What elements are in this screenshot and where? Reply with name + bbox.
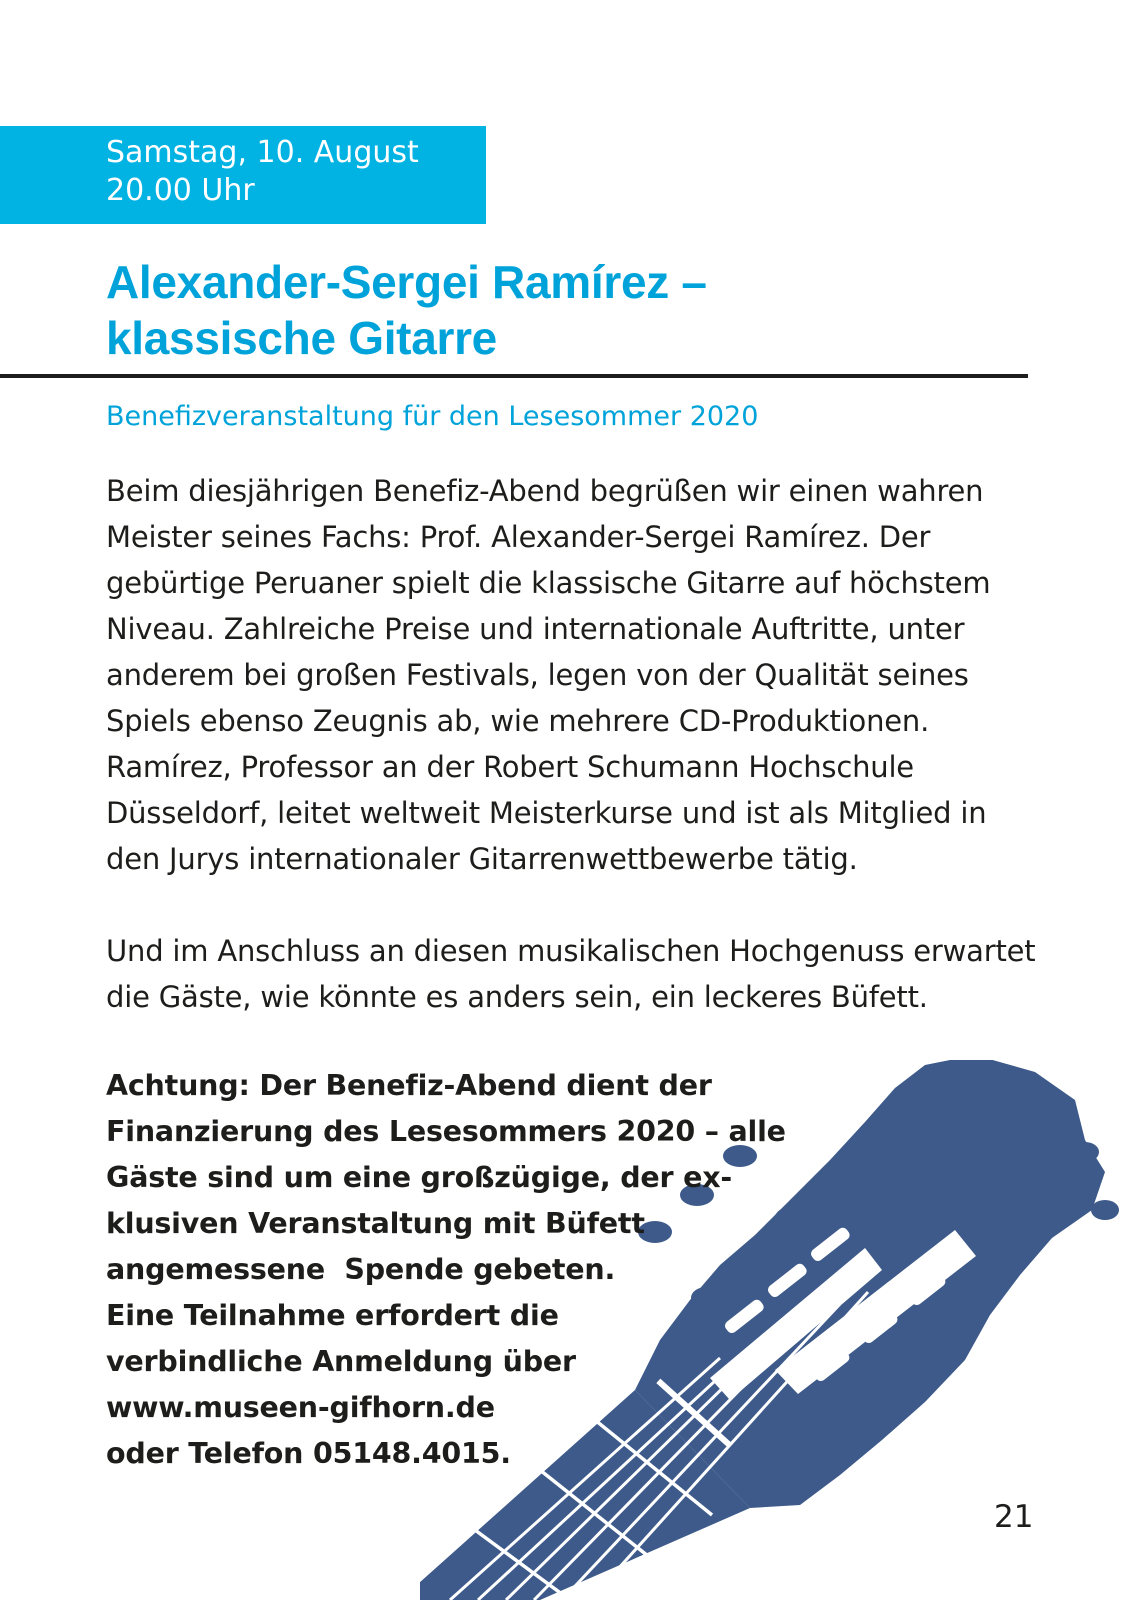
paragraph-line: die Gäste, wie könnte es anders sein, ein leckeres Büfett. — [106, 980, 928, 1014]
notice-line: Finanzierung des Lesesommers 2020 – alle — [106, 1115, 786, 1148]
buffet-paragraph — [106, 928, 1036, 1020]
title-line-2: klassische Gitarre — [106, 312, 497, 364]
paragraph-line: Düsseldorf, leitet weltweit Meisterkurse und ist als Mitglied in — [106, 796, 987, 830]
page-number: 21 — [994, 1499, 1034, 1535]
notice-line: angemessene Spende gebeten. — [106, 1253, 616, 1286]
paragraph-line: anderem bei großen Festivals, legen von der Qualität seines — [106, 658, 969, 692]
page-title — [106, 254, 1006, 366]
paragraph-line: den Jurys internationaler Gitarrenwettbewerbe tätig. — [106, 842, 858, 876]
notice-line: Eine Teilnahme erfordert die — [106, 1299, 559, 1332]
notice-line: verbindliche Anmeldung über — [106, 1345, 576, 1378]
subtitle: Benefizveranstaltung für den Lesesommer 2020 — [106, 401, 759, 432]
event-date-banner — [0, 126, 486, 224]
title-line-1: Alexander-Sergei Ramírez – — [106, 256, 707, 308]
event-date: Samstag, 10. August — [106, 135, 419, 170]
phone-number[interactable]: oder Telefon 05148.4015. — [106, 1437, 511, 1470]
paragraph-line: Niveau. Zahlreiche Preise und internationale Auftritte, unter — [106, 612, 965, 646]
paragraph-line: Meister seines Fachs: Prof. Alexander-Sergei Ramírez. Der — [106, 520, 931, 554]
registration-notice — [106, 1063, 806, 1477]
paragraph-line: Beim diesjährigen Benefiz-Abend begrüßen wir einen wahren — [106, 474, 984, 508]
notice-line: Achtung: Der Benefiz-Abend dient der — [106, 1069, 712, 1102]
description-paragraph — [106, 468, 1026, 882]
paragraph-line: Ramírez, Professor an der Robert Schumann Hochschule — [106, 750, 914, 784]
event-time: 20.00 Uhr — [106, 173, 255, 208]
notice-line: Gäste sind um eine großzügige, der ex- — [106, 1161, 733, 1194]
paragraph-line: Und im Anschluss an diesen musikalischen Hochgenuss erwartet — [106, 934, 1036, 968]
notice-line: klusiven Veranstaltung mit Büfett — [106, 1207, 645, 1240]
website-link[interactable]: www.museen-gifhorn.de — [106, 1391, 495, 1424]
paragraph-line: Spiels ebenso Zeugnis ab, wie mehrere CD-Produktionen. — [106, 704, 930, 738]
title-divider — [0, 374, 1028, 378]
paragraph-line: gebürtige Peruaner spielt die klassische Gitarre auf höchstem — [106, 566, 991, 600]
